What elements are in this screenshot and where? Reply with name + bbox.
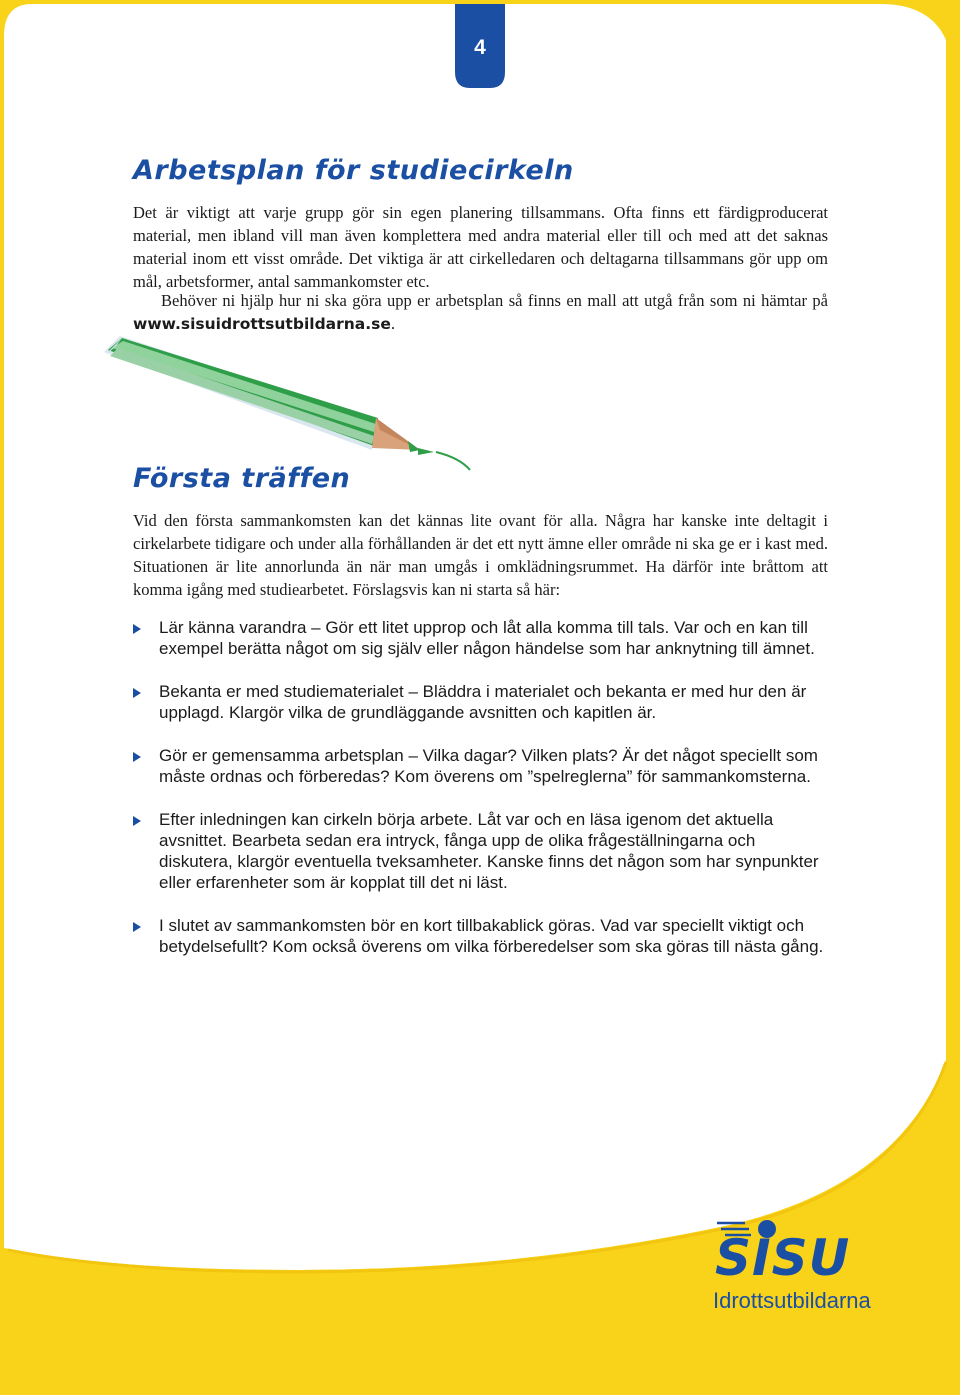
template-text-end: . [390,314,396,333]
section-heading-forsta-traffen: Första träffen [133,463,351,494]
list-item [133,617,833,659]
list-item [133,681,833,723]
bullet-arrow-icon [133,922,141,932]
list-item-text: Lär känna varandra – Gör ett litet upprop och låt alla komma till tals. Var och en kan till exempel berätta något om sig själv eller någon händelse som har anknytning till ämnet. [159,618,815,658]
logo-wordmark: SISU [715,1229,851,1287]
logo-subtitle: Idrottsutbildarna [713,1288,871,1313]
page-number: 4 [474,36,486,59]
bullet-arrow-icon [133,816,141,826]
template-paragraph [133,289,828,336]
list-item [133,915,833,957]
suggestion-list [133,617,833,957]
template-text: Behöver ni hjälp hur ni ska göra upp er arbetsplan så finns en mall att utgå från som ni hämtar på [161,291,828,310]
forsta-traffen-paragraph: Vid den första sammankomsten kan det kännas lite ovant för alla. Några har kanske inte deltagit i cirkelarbete tidigare och under alla förhållanden är det ett nytt ämne eller område ni ska ge er i kast med. Situationen är lite annorlunda än när man umgås i omklädningsrummet. Ha därför inte bråttom att komma igång med studiearbetet. Förslagsvis kan ni starta så här: [133,511,828,599]
list-item [133,809,833,893]
intro-paragraph: Det är viktigt att varje grupp gör sin egen planering tillsammans. Ofta finns ett färdigproducerat material, men ibland vill man även komplettera med andra material eller till och med att det saknas material inom ett visst område. Det viktiga är att cirkelledaren och deltagarna tillsammans gör upp om mål, arbetsformer, antal sammankomster etc. [133,203,828,291]
sisu-logo [705,1215,905,1320]
list-item-text: Bekanta er med studiematerialet – Bläddra i materialet och bekanta er med hur den är upplagd. Klargör vilka de grundläggande avsnitten och kapitlen är. [159,682,807,722]
bullet-arrow-icon [133,624,141,634]
list-item-text: Gör er gemensamma arbetsplan – Vilka dagar? Vilken plats? Är det något speciellt som måste ordnas och förberedas? Kom överens om ”spelreglerna” för sammankomsterna. [159,746,818,786]
bullet-arrow-icon [133,752,141,762]
list-item-text: Efter inledningen kan cirkeln börja arbete. Låt var och en läsa igenom det aktuella avsnittet. Bearbeta sedan era intryck, fånga upp de olika frågeställningarna och diskutera, klargör eventuella tveksamheter. Kanske finns det någon som har synpunkter eller erfarenheter som är kopplat till det ni läst. [159,810,819,892]
website-link[interactable]: www.sisuidrottsutbildarna.se [133,315,391,333]
list-item-text: I slutet av sammankomsten bör en kort tillbakablick göras. Vad var speciellt viktigt och betydelsefullt? Kom också överens om vilka förberedelser som ska göras till nästa gång. [159,916,824,956]
section-heading-arbetsplan: Arbetsplan för studiecirkeln [133,155,574,186]
bullet-arrow-icon [133,688,141,698]
list-item [133,745,833,787]
